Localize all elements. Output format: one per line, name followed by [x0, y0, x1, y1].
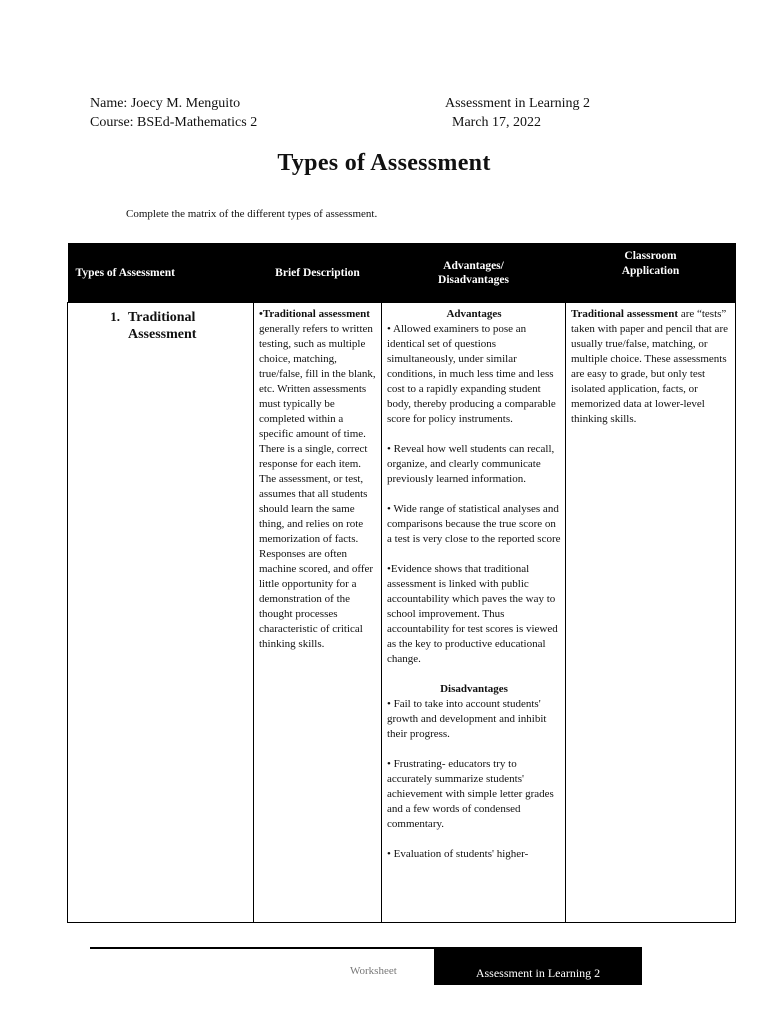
submission-date: March 17, 2022: [452, 115, 542, 130]
header-class-line1: Classroom: [624, 250, 677, 262]
advantages-cell: [382, 303, 566, 923]
advantages-heading: Advantages: [446, 308, 502, 320]
footer-course-label: Assessment in Learning 2: [434, 949, 642, 985]
header-brief-description: Brief Description: [254, 243, 382, 303]
header-advantages-disadvantages: [382, 243, 566, 303]
advantage-item: • Reveal how well students can recall, organize, and clearly communicate previously learned information.: [387, 443, 555, 485]
header-adv-line2: Disadvantages: [438, 273, 509, 286]
advantage-item: • Wide range of statistical analyses and comparisons because the true score on a test is very close to the reported score: [387, 503, 561, 545]
brief-term: •Traditional assessment: [259, 308, 370, 320]
brief-text: generally refers to written testing, such as multiple choice, matching, true/false, fill in the blank, etc. Written assessments must typically be completed within a specific amount of time. There is a single, correct response for each item. The assessment, or test, assumes that all students should learn the same thing, and relies on rote memorization of facts. Responses are often machine scored, and offer little opportunity for a demonstration of the thought processes characteristic of critical thinking skills.: [259, 323, 376, 650]
type-name: [128, 309, 196, 343]
subject-title: Assessment in Learning 2: [445, 96, 591, 111]
type-name-line2: Assessment: [128, 327, 197, 342]
brief-description-cell: [254, 303, 382, 923]
footer-worksheet-label: Worksheet: [350, 965, 397, 977]
page-title: Types of Assessment: [277, 150, 491, 176]
header-adv-line1: Advantages/: [443, 259, 504, 272]
table-row: [68, 303, 736, 923]
assessment-matrix: [67, 243, 736, 923]
student-course: Course: BSEd-Mathematics 2: [90, 115, 258, 130]
matrix-header-row: [68, 243, 736, 303]
type-cell: [68, 303, 254, 923]
class-text: are “tests” taken with paper and pencil that are usually true/false, matching, or multiple choice. These assessments are easy to grade, but only test isolated application, facts, or memorized data at lower-level thinking skills.: [571, 308, 728, 425]
header-types: Types of Assessment: [68, 243, 254, 303]
disadvantage-item: • Fail to take into account students' growth and development and inhibit their progress.: [387, 698, 547, 740]
disadvantages-heading: Disadvantages: [440, 683, 508, 695]
disadvantage-item: • Evaluation of students' higher-: [387, 848, 529, 860]
student-name: Name: Joecy M. Menguito: [90, 96, 241, 111]
type-number: 1.: [110, 309, 120, 324]
advantage-item: •Evidence shows that traditional assessment is linked with public accountability which paves the way to school improvement. Thus accountability for test scores is viewed as the key to productive educational change.: [387, 563, 558, 665]
classroom-application-cell: [566, 303, 736, 923]
type-name-line1: Traditional: [128, 310, 196, 325]
disadvantage-item: • Frustrating- educators try to accurately summarize students' achievement with simple letter grades and a few words of condensed commentary.: [387, 758, 554, 830]
class-term: Traditional assessment: [571, 308, 679, 320]
instruction-text: Complete the matrix of the different types of assessment.: [126, 208, 378, 220]
header-class-line2: Application: [621, 265, 680, 277]
header-classroom-application: [566, 243, 736, 303]
advantage-item: • Allowed examiners to pose an identical set of questions simultaneously, under similar conditions, in much less time and less cost to a rapidly expanding student body, thereby producing a comparable score for policy instruments.: [387, 323, 556, 425]
